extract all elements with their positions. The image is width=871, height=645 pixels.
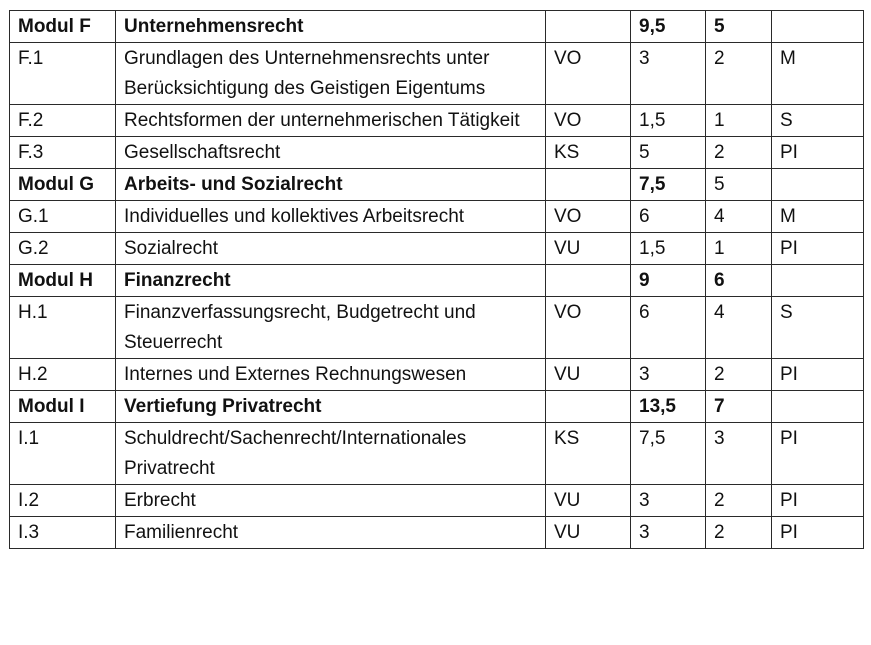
- cell-title: Rechtsformen der unternehmerischen Tätigkeit: [116, 105, 546, 137]
- cell-code: Modul H: [10, 265, 116, 297]
- cell-exam: PI: [772, 137, 864, 169]
- cell-title: Familienrecht: [116, 517, 546, 549]
- cell-form: [546, 169, 631, 201]
- cell-code: I.2: [10, 485, 116, 517]
- cell-ects: 3: [631, 359, 706, 391]
- module-row: [10, 11, 864, 43]
- cell-sws: 1: [706, 233, 772, 265]
- cell-sws: 5: [706, 169, 772, 201]
- cell-code: H.2: [10, 359, 116, 391]
- course-row: [10, 423, 864, 485]
- course-row: [10, 297, 864, 359]
- cell-form: VO: [546, 201, 631, 233]
- cell-title: Finanzrecht: [116, 265, 546, 297]
- cell-code: Modul G: [10, 169, 116, 201]
- cell-code: F.3: [10, 137, 116, 169]
- cell-form: [546, 391, 631, 423]
- cell-sws: 3: [706, 423, 772, 485]
- cell-exam: [772, 169, 864, 201]
- cell-ects: 7,5: [631, 169, 706, 201]
- cell-exam: PI: [772, 423, 864, 485]
- course-row: [10, 517, 864, 549]
- cell-sws: 1: [706, 105, 772, 137]
- cell-ects: 9,5: [631, 11, 706, 43]
- cell-title: Arbeits- und Sozialrecht: [116, 169, 546, 201]
- cell-ects: 9: [631, 265, 706, 297]
- cell-form: VU: [546, 517, 631, 549]
- cell-title: Gesellschaftsrecht: [116, 137, 546, 169]
- module-row: [10, 265, 864, 297]
- cell-exam: S: [772, 297, 864, 359]
- cell-sws: 4: [706, 201, 772, 233]
- cell-sws: 6: [706, 265, 772, 297]
- cell-exam: [772, 11, 864, 43]
- cell-sws: 2: [706, 43, 772, 105]
- cell-code: I.3: [10, 517, 116, 549]
- curriculum-table-body: [10, 11, 864, 549]
- cell-sws: 2: [706, 359, 772, 391]
- cell-code: G.2: [10, 233, 116, 265]
- cell-sws: 2: [706, 485, 772, 517]
- course-row: [10, 201, 864, 233]
- cell-ects: 6: [631, 297, 706, 359]
- cell-sws: 2: [706, 517, 772, 549]
- course-row: [10, 43, 864, 105]
- curriculum-table: [9, 10, 864, 549]
- cell-title: Finanzverfassungsrecht, Budgetrecht und Steuerrecht: [116, 297, 546, 359]
- cell-title: Schuldrecht/Sachenrecht/Internationales Privatrecht: [116, 423, 546, 485]
- cell-exam: PI: [772, 359, 864, 391]
- cell-exam: M: [772, 201, 864, 233]
- cell-sws: 2: [706, 137, 772, 169]
- cell-code: F.2: [10, 105, 116, 137]
- cell-title: Individuelles und kollektives Arbeitsrecht: [116, 201, 546, 233]
- cell-code: H.1: [10, 297, 116, 359]
- cell-form: VU: [546, 485, 631, 517]
- course-row: [10, 485, 864, 517]
- cell-ects: 6: [631, 201, 706, 233]
- cell-title: Erbrecht: [116, 485, 546, 517]
- cell-exam: PI: [772, 517, 864, 549]
- cell-ects: 1,5: [631, 105, 706, 137]
- course-row: [10, 137, 864, 169]
- cell-form: VO: [546, 297, 631, 359]
- cell-code: Modul F: [10, 11, 116, 43]
- module-row: [10, 169, 864, 201]
- cell-sws: 7: [706, 391, 772, 423]
- module-row: [10, 391, 864, 423]
- cell-exam: [772, 391, 864, 423]
- cell-ects: 3: [631, 485, 706, 517]
- cell-title: Vertiefung Privatrecht: [116, 391, 546, 423]
- cell-ects: 1,5: [631, 233, 706, 265]
- cell-form: KS: [546, 423, 631, 485]
- cell-code: I.1: [10, 423, 116, 485]
- cell-ects: 3: [631, 43, 706, 105]
- cell-exam: PI: [772, 485, 864, 517]
- course-row: [10, 233, 864, 265]
- cell-form: VO: [546, 43, 631, 105]
- cell-ects: 7,5: [631, 423, 706, 485]
- course-row: [10, 359, 864, 391]
- cell-code: F.1: [10, 43, 116, 105]
- cell-ects: 13,5: [631, 391, 706, 423]
- cell-form: [546, 11, 631, 43]
- cell-title: Grundlagen des Unternehmensrechts unter Berücksichtigung des Geistigen Eigentums: [116, 43, 546, 105]
- cell-form: KS: [546, 137, 631, 169]
- cell-form: VU: [546, 359, 631, 391]
- cell-exam: S: [772, 105, 864, 137]
- cell-form: [546, 265, 631, 297]
- cell-form: VU: [546, 233, 631, 265]
- cell-code: G.1: [10, 201, 116, 233]
- cell-exam: M: [772, 43, 864, 105]
- cell-title: Sozialrecht: [116, 233, 546, 265]
- cell-ects: 5: [631, 137, 706, 169]
- cell-code: Modul I: [10, 391, 116, 423]
- course-row: [10, 105, 864, 137]
- cell-exam: [772, 265, 864, 297]
- cell-ects: 3: [631, 517, 706, 549]
- cell-form: VO: [546, 105, 631, 137]
- cell-sws: 5: [706, 11, 772, 43]
- cell-title: Internes und Externes Rechnungswesen: [116, 359, 546, 391]
- cell-sws: 4: [706, 297, 772, 359]
- cell-exam: PI: [772, 233, 864, 265]
- cell-title: Unternehmensrecht: [116, 11, 546, 43]
